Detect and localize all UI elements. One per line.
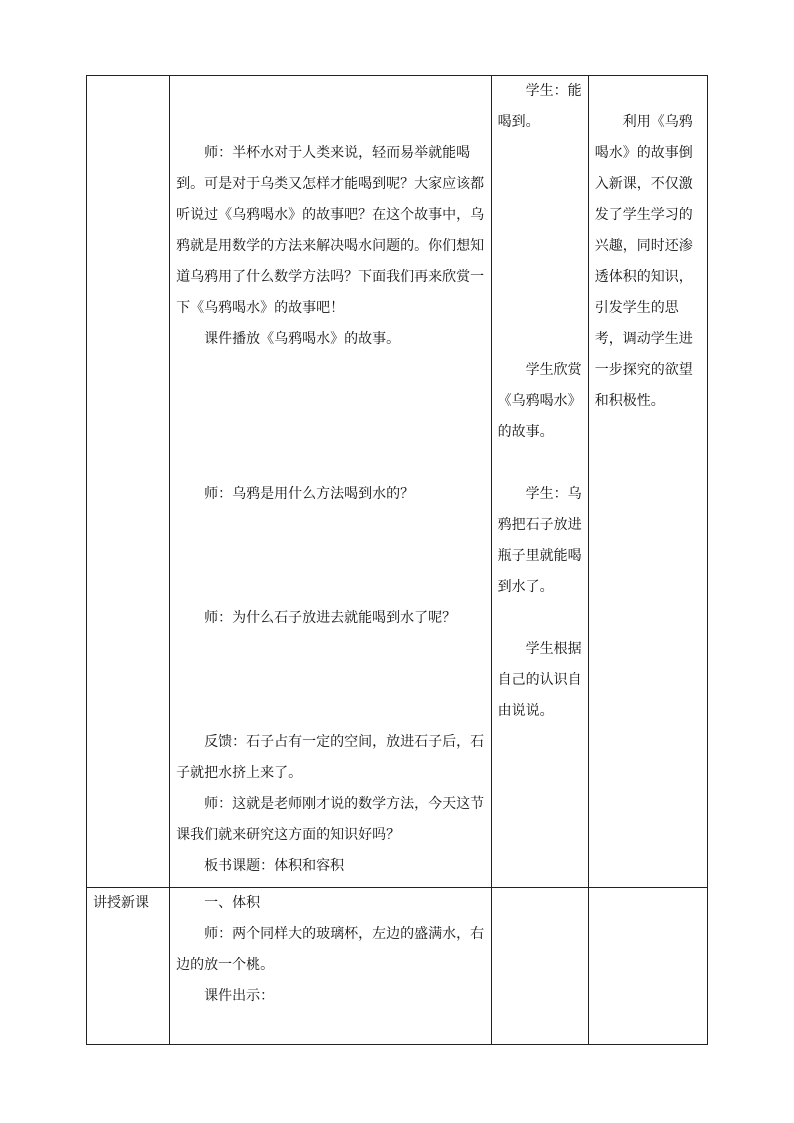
student-activity-cell [491,76,588,888]
stage-cell [87,887,170,1044]
table-row [87,76,708,888]
design-intent-cell [588,887,707,1044]
lesson-plan-table [86,75,708,1045]
table-row [87,887,708,1044]
student-paragraph: 学生：乌鸦把石子放进瓶子里就能喝到水了。 [497,486,582,595]
teacher-activity-cell [170,76,492,888]
teacher-paragraph: 师：这就是老师刚才说的数学方法，今天这节课我们就来研究这方面的知识好吗？ [176,796,485,843]
teacher-paragraph: 板书课题：体积和容积 [204,858,345,874]
teacher-paragraph: 反馈：石子占有一定的空间，放进石子后，石子就把水挤上来了。 [176,734,485,781]
student-paragraph: 学生根据自己的认识自由说说。 [497,641,582,719]
teacher-paragraph: 师：乌鸦是用什么方法喝到水的？ [204,486,415,502]
teacher-paragraph: 课件播放《乌鸦喝水》的故事。 [204,331,401,347]
design-intent-paragraph: 利用《乌鸦喝水》的故事倒入新课，不仅激发了学生学习的兴趣，同时还渗透体积的知识，引发学生的思考，调动学生进一步探究的欲望和积极性。 [594,114,693,409]
teacher-paragraph: 师：两个同样大的玻璃杯，左边的盛满水，右边的放一个桃。 [176,925,485,973]
teacher-paragraph: 课件出示： [204,987,275,1004]
stage-cell [87,76,170,888]
teacher-paragraph: 一、体积 [204,894,261,911]
teacher-activity-cell [170,887,492,1044]
design-intent-cell [588,76,707,888]
stage-label: 讲授新课 [93,894,149,911]
student-paragraph: 学生：能喝到。 [497,83,582,130]
teacher-paragraph: 师：半杯水对于人类来说，轻而易举就能喝到。可是对于乌类又怎样才能喝到呢？大家应该都听说过《乌鸦喝水》的故事吧？在这个故事中，乌鸦就是用数学的方法来解决喝水问题的。你们想知道乌鸦用了什么数学方法吗？下面我们再来欣赏一下《乌鸦喝水》的故事吧！ [176,145,485,316]
teacher-paragraph: 师：为什么石子放进去就能喝到水了呢？ [204,610,457,626]
student-paragraph: 学生欣赏《乌鸦喝水》的故事。 [497,362,582,440]
student-activity-cell [491,887,588,1044]
